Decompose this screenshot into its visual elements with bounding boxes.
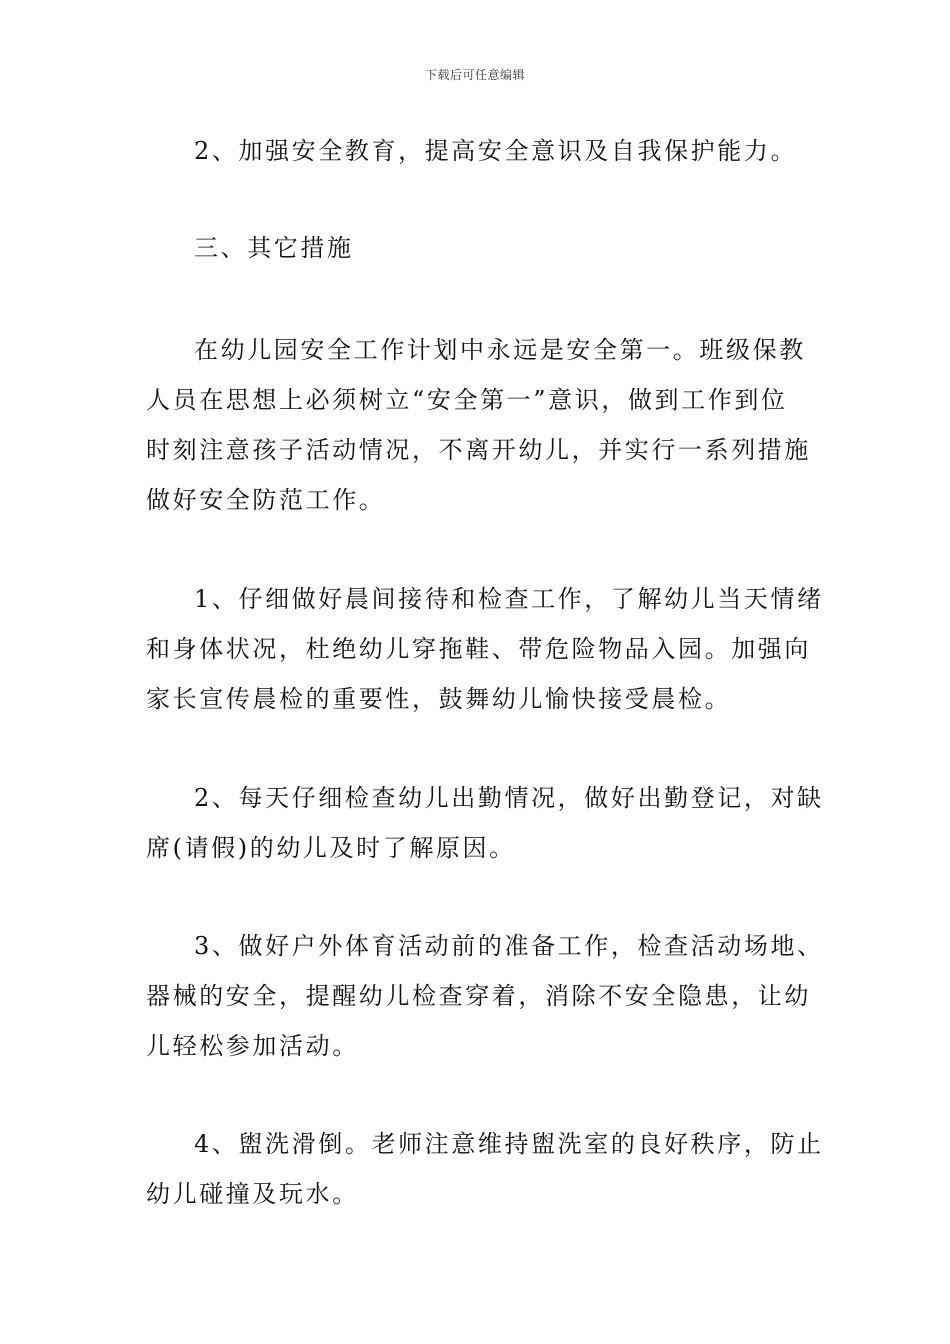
paragraph-7	[146, 1119, 824, 1219]
paragraph-line: 在幼儿园安全工作计划中永远是安全第一。班级保教	[194, 336, 806, 364]
paragraph-line: 1、仔细做好晨间接待和检查工作，了解幼儿当天情绪	[194, 585, 824, 613]
paragraph-line: 器械的安全，提醒幼儿检查穿着，消除不安全隐患，让幼	[146, 982, 811, 1010]
paragraph-line: 席(请假)的幼儿及时了解原因。	[146, 834, 516, 862]
paragraph-line: 4、盥洗滑倒。老师注意维持盥洗室的良好秩序，防止	[194, 1130, 824, 1158]
paragraph-line: 和身体状况，杜绝幼儿穿拖鞋、带危险物品入园。加强向	[146, 635, 811, 663]
paragraph-6	[146, 921, 824, 1071]
heading-line: 三、其它措施	[194, 234, 354, 262]
paragraph-line: 幼儿碰撞及玩水。	[146, 1180, 359, 1208]
paragraph-4	[146, 574, 824, 724]
paragraph-line: 人员在思想上必须树立“安全第一”意识，做到工作到位	[146, 386, 788, 414]
paragraph-line: 3、做好户外体育活动前的准备工作，检查活动场地、	[194, 932, 824, 960]
paragraph-line: 儿轻松参加活动。	[146, 1032, 359, 1060]
paragraph-5	[146, 773, 824, 873]
paragraph-line: 2、每天仔细检查幼儿出勤情况，做好出勤登记，对缺	[194, 784, 824, 812]
paragraph-line: 时刻注意孩子活动情况，不离开幼儿，并实行一系列措施	[146, 436, 811, 464]
paragraph-3	[146, 325, 811, 525]
paragraph-line: 2、加强安全教育，提高安全意识及自我保护能力。	[194, 137, 798, 165]
section-heading-other-measures	[146, 223, 808, 273]
header-note: 下载后可任意编辑	[424, 68, 525, 82]
paragraph-line: 做好安全防范工作。	[146, 486, 386, 514]
paragraph-line: 家长宣传晨检的重要性，鼓舞幼儿愉快接受晨检。	[146, 685, 732, 713]
paragraph-1	[146, 126, 808, 176]
